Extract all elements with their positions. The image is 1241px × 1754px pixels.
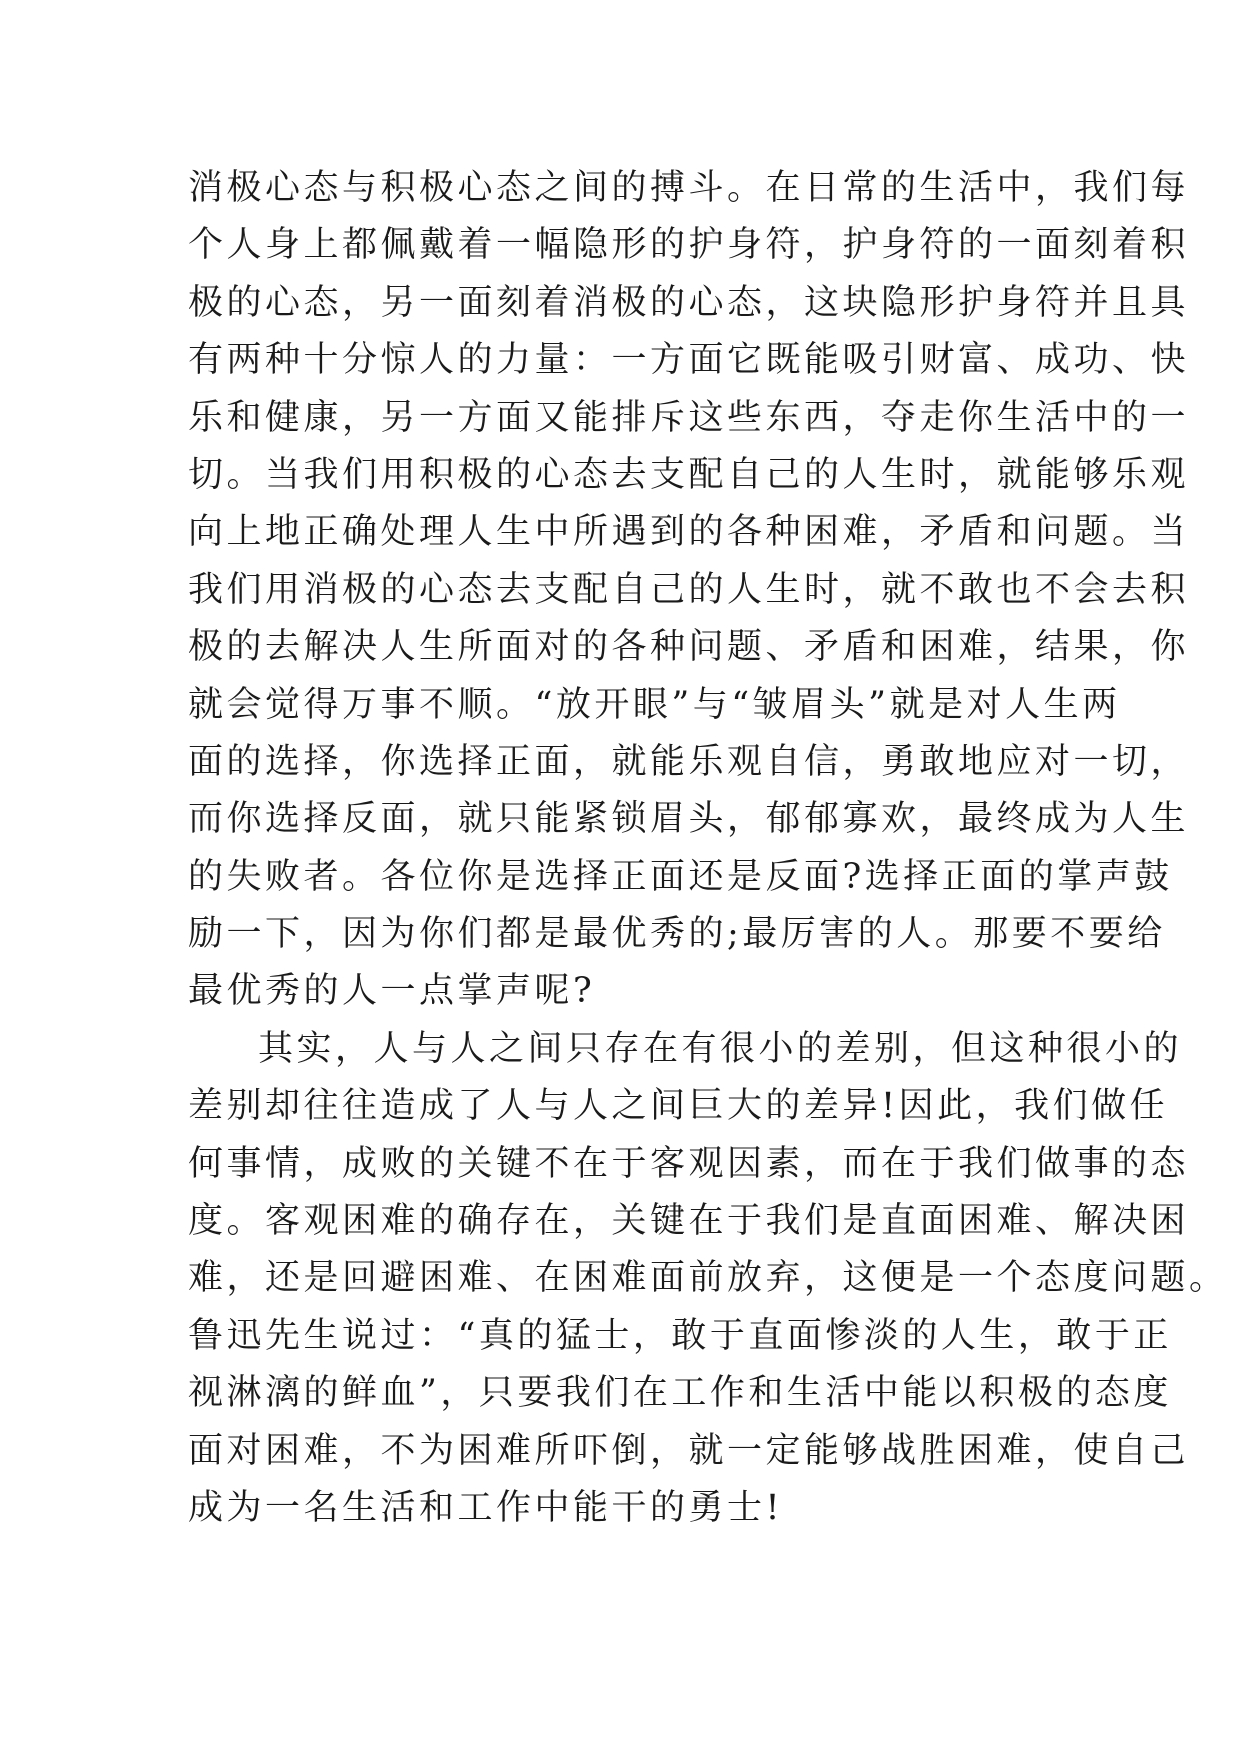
text-line: 极的去解决人生所面对的各种问题、矛盾和困难，结果，你 [188,627,1190,668]
text-line: 个人身上都佩戴着一幅隐形的护身符，护身符的一面刻着积 [188,225,1190,266]
text-line: 鲁迅先生说过：“真的猛士，敢于直面惨淡的人生，敢于正 [188,1315,1172,1356]
text-line: 成为一名生活和工作中能干的勇士! [188,1487,784,1528]
text-line: 面的选择，你选择正面，就能乐观自信，勇敢地应对一切， [188,741,1190,782]
text-line: 何事情，成败的关键不在于客观因素，而在于我们做事的态 [188,1143,1190,1184]
text-line: 乐和健康，另一方面又能排斥这些东西，夺走你生活中的一 [188,397,1190,438]
text-line: 切。当我们用积极的心态去支配自己的人生时，就能够乐观 [188,454,1190,495]
text-line: 有两种十分惊人的力量：一方面它既能吸引财富、成功、快 [188,340,1190,381]
paragraph-1 [188,160,1190,1021]
text-line: 其实，人与人之间只存在有很小的差别，但这种很小的 [258,1028,1183,1069]
body-text [188,160,1228,1537]
text-line: 消极心态与积极心态之间的搏斗。在日常的生活中，我们每 [188,168,1190,208]
text-line: 极的心态，另一面刻着消极的心态，这块隐形护身符并且具 [188,282,1190,323]
text-line: 难，还是回避困难、在困难面前放弃，这便是一个态度问题。 [188,1258,1228,1299]
text-line: 就会觉得万事不顺。“放开眼”与“皱眉头”就是对人生两 [188,684,1121,725]
text-line: 度。客观困难的确存在，关键在于我们是直面困难、解决困 [188,1201,1190,1242]
text-line: 面对困难，不为困难所吓倒，就一定能够战胜困难，使自己 [188,1430,1190,1471]
text-line: 而你选择反面，就只能紧锁眉头，郁郁寡欢，最终成为人生 [188,799,1190,840]
paragraph-2 [188,1021,1228,1538]
text-line: 视淋漓的鲜血”，只要我们在工作和生活中能以积极的态度 [188,1373,1172,1414]
text-line: 差别却往往造成了人与人之间巨大的差异!因此，我们做任 [188,1086,1169,1127]
text-line: 向上地正确处理人生中所遇到的各种困难，矛盾和问题。当 [188,512,1190,553]
text-line: 的失败者。各位你是选择正面还是反面?选择正面的掌声鼓 [188,856,1173,897]
text-line: 励一下，因为你们都是最优秀的;最厉害的人。那要不要给 [188,914,1166,955]
text-line: 最优秀的人一点掌声呢? [188,971,596,1012]
text-line: 我们用消极的心态去支配自己的人生时，就不敢也不会去积 [188,569,1190,610]
